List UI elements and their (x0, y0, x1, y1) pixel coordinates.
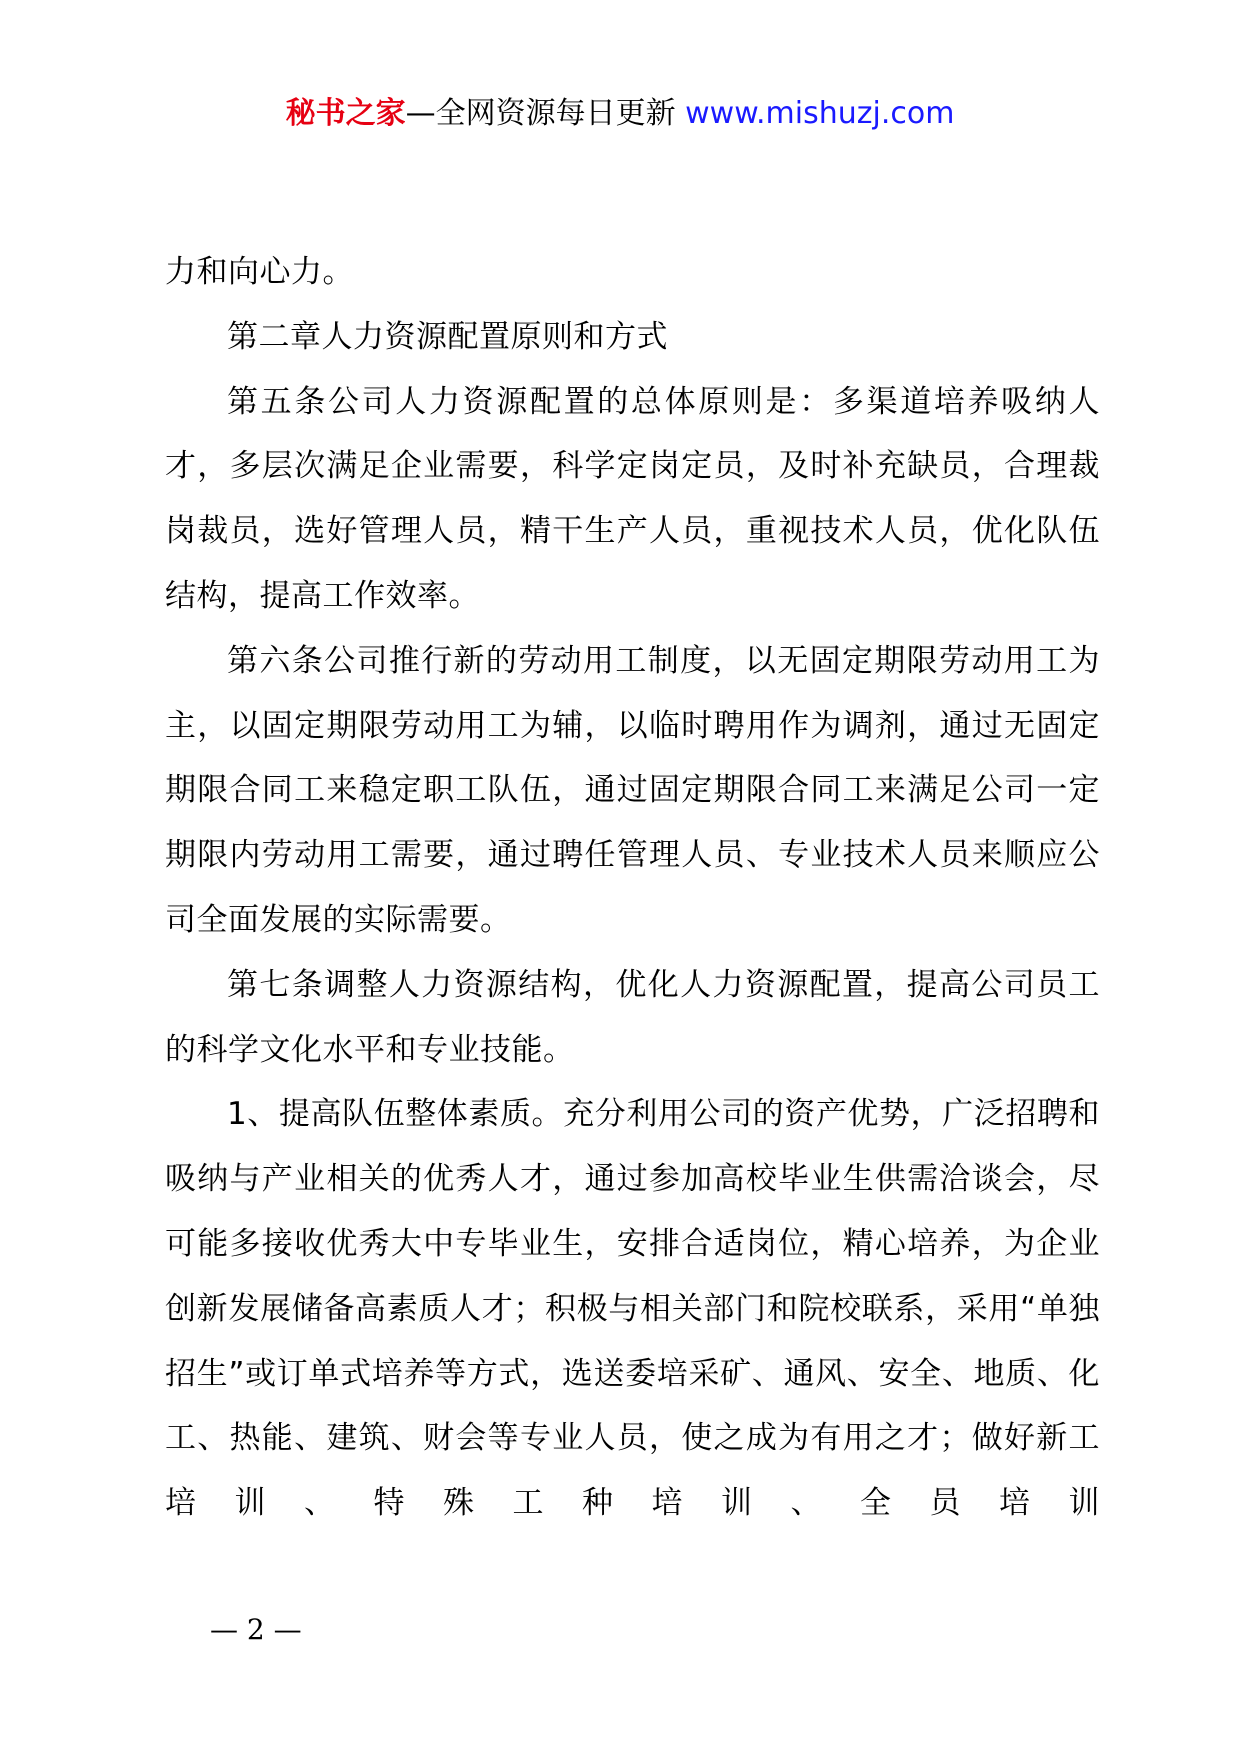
article-6-paragraph: 第六条公司推行新的劳动用工制度，以无固定期限劳动用工为主，以固定期限劳动用工为辅，以临时聘用作为调剂，通过无固定期限合同工来稳定职工队伍，通过固定期限合同工来满足公司一定期限内劳动用工需要，通过聘任管理人员、专业技术人员来顺应公司全面发展的实际需要。 (165, 642, 1100, 938)
article-5-paragraph: 第五条公司人力资源配置的总体原则是：多渠道培养吸纳人才，多层次满足企业需要，科学定岗定员，及时补充缺员，合理裁岗裁员，选好管理人员，精干生产人员，重视技术人员，优化队伍结构，提高工作效率。 (165, 383, 1100, 614)
article-7-paragraph: 第七条调整人力资源结构，优化人力资源配置，提高公司员工的科学文化水平和专业技能。 (165, 966, 1100, 1068)
item-1-paragraph: 1、提高队伍整体素质。充分利用公司的资产优势，广泛招聘和吸纳与产业相关的优秀人才，通过参加高校毕业生供需洽谈会，尽可能多接收优秀大中专毕业生，安排合适岗位，精心培养，为企业创新发展储备高素质人才；积极与相关部门和院校联系，采用“单独招生”或订单式培养等方式，选送委培采矿、通风、安全、地质、化工、热能、建筑、财会等专业人员，使之成为有用之才；做好新工培训、特殊工种培训、全员培训 (165, 1096, 1100, 1522)
document-body (165, 240, 1100, 1536)
site-url[interactable]: www.mishuzj.com (685, 96, 955, 131)
site-brand: 秘书之家 (285, 96, 406, 131)
page-number: — 2 — (210, 1613, 302, 1646)
site-header (0, 94, 1240, 134)
paragraph-continued: 力和向心力。 (165, 254, 354, 290)
site-tagline: —全网资源每日更新 (405, 96, 676, 131)
chapter-heading: 第二章人力资源配置原则和方式 (227, 318, 668, 355)
